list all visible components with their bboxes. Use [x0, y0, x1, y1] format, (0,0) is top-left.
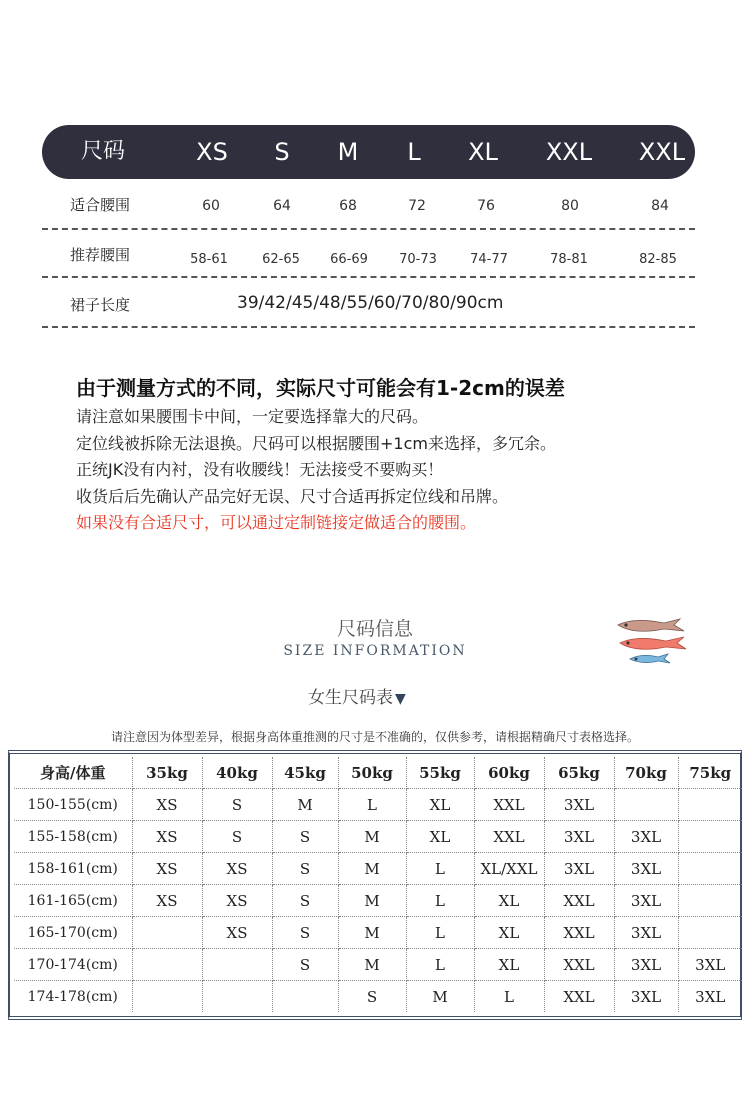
- note-line: 正统JK没有内衬，没有收腰线！无法接受不要购买！: [76, 460, 444, 479]
- size-cell: XXL: [544, 917, 614, 949]
- notes-title: 由于测量方式的不同，实际尺寸可能会有1-2cm的误差: [76, 376, 565, 400]
- size-cell: S: [202, 821, 272, 853]
- height-range-cell: 155-158(cm): [14, 821, 132, 853]
- size-cell: 3XL: [614, 821, 678, 853]
- size-cell: XL: [406, 789, 474, 821]
- size-cell: S: [202, 789, 272, 821]
- note-custom-link-hint: 如果没有合适尺寸，可以通过定制链接定做适合的腰围。: [76, 513, 477, 532]
- size-cell: M: [338, 949, 406, 981]
- size-header-bar: [42, 125, 695, 179]
- waist-recommended-value: 70-73: [399, 252, 437, 267]
- size-cell: S: [272, 821, 338, 853]
- size-table: [14, 757, 742, 1012]
- koi-fish-icon: [620, 637, 686, 649]
- dashed-divider: [42, 276, 695, 278]
- table-row: [14, 917, 742, 949]
- waist-recommended-value: 78-81: [550, 252, 588, 267]
- height-range-cell: 165-170(cm): [14, 917, 132, 949]
- koi-fish-icon: [614, 615, 694, 665]
- size-cell: L: [338, 789, 406, 821]
- height-weight-size-table: [8, 750, 742, 1020]
- size-xs: XS: [196, 138, 228, 166]
- size-cell: M: [338, 885, 406, 917]
- size-cell: XS: [202, 853, 272, 885]
- table-row: [14, 821, 742, 853]
- size-cell: XXL: [474, 789, 544, 821]
- size-cell: [202, 981, 272, 1013]
- size-cell: XS: [202, 885, 272, 917]
- koi-fish-icon: [618, 619, 684, 631]
- size-cell: 3XL: [614, 917, 678, 949]
- size-cell: M: [338, 821, 406, 853]
- table-header-cell: 60kg: [474, 757, 544, 789]
- waist-fit-value: 64: [273, 198, 291, 214]
- table-header-cell: 35kg: [132, 757, 202, 789]
- size-cell: XL: [474, 917, 544, 949]
- size-cell: [678, 853, 742, 885]
- size-cell: XS: [132, 789, 202, 821]
- size-cell: [132, 917, 202, 949]
- size-cell: XS: [132, 885, 202, 917]
- size-cell: L: [474, 981, 544, 1013]
- waist-fit-value: 68: [339, 198, 357, 214]
- size-cell: L: [406, 949, 474, 981]
- size-header-label: 尺码: [80, 139, 126, 164]
- size-cell: XS: [132, 821, 202, 853]
- size-cell: [678, 821, 742, 853]
- size-s: S: [274, 138, 290, 166]
- waist-recommended-label: 推荐腰围: [70, 246, 131, 264]
- size-cell: S: [272, 885, 338, 917]
- size-cell: XL: [474, 949, 544, 981]
- waist-fit-value: 80: [561, 198, 579, 214]
- size-cell: S: [272, 853, 338, 885]
- dashed-divider: [42, 326, 695, 328]
- size-cell: [202, 949, 272, 981]
- waist-recommended-value: 58-61: [190, 252, 228, 267]
- size-cell: M: [406, 981, 474, 1013]
- table-row: [14, 789, 742, 821]
- size-m: M: [337, 138, 359, 166]
- size-xxl-2: XXL: [638, 138, 686, 166]
- height-range-cell: 161-165(cm): [14, 885, 132, 917]
- skirt-length-value: 39/42/45/48/55/60/70/80/90cm: [237, 293, 504, 313]
- waist-fit-value: 76: [477, 198, 495, 214]
- chart-title-text: 女生尺码表: [308, 688, 393, 708]
- size-cell: 3XL: [614, 885, 678, 917]
- table-row: [14, 853, 742, 885]
- table-row: [14, 949, 742, 981]
- table-header-cell: 70kg: [614, 757, 678, 789]
- size-cell: XXL: [474, 821, 544, 853]
- size-cell: [132, 981, 202, 1013]
- size-cell: [678, 885, 742, 917]
- waist-recommended-value: 66-69: [330, 252, 368, 267]
- table-header-cell: 55kg: [406, 757, 474, 789]
- size-cell: M: [338, 853, 406, 885]
- size-cell: 3XL: [695, 987, 726, 1006]
- table-header-cell: 40kg: [202, 757, 272, 789]
- chart-title: [308, 683, 406, 708]
- waist-recommended-value: 82-85: [639, 252, 677, 267]
- size-cell: XXL: [544, 949, 614, 981]
- table-header-cell: 50kg: [338, 757, 406, 789]
- size-cell: M: [338, 917, 406, 949]
- size-cell: XS: [132, 853, 202, 885]
- dashed-divider: [42, 228, 695, 230]
- triangle-down-icon: ▼: [395, 691, 406, 707]
- table-header-cell: 身高/体重: [14, 757, 132, 789]
- waist-fit-label: 适合腰围: [70, 196, 131, 214]
- size-xl: XL: [468, 138, 498, 166]
- size-cell: [678, 789, 742, 821]
- size-disclaimer: 请注意因为体型差异，根据身高体重推测的尺寸是不准确的，仅供参考，请根据精确尺寸表格选择。: [110, 730, 639, 744]
- size-cell: [132, 949, 202, 981]
- size-cell: 3XL: [614, 981, 678, 1013]
- size-cell: XXL: [544, 885, 614, 917]
- height-range-cell: 170-174(cm): [14, 949, 132, 981]
- size-cell: S: [338, 981, 406, 1013]
- table-header-row: [14, 757, 742, 789]
- size-xxl: XXL: [545, 138, 593, 166]
- size-cell: 3XL: [614, 853, 678, 885]
- size-cell: S: [272, 949, 338, 981]
- waist-fit-value: 72: [408, 198, 426, 214]
- table-body: [14, 789, 742, 1013]
- size-cell: XL/XXL: [474, 853, 544, 885]
- size-cell: L: [406, 853, 474, 885]
- koi-fish-icon: [630, 654, 670, 663]
- height-range-cell: 174-178(cm): [14, 981, 132, 1013]
- size-cell: XL: [474, 885, 544, 917]
- note-line: 收货后后先确认产品完好无误、尺寸合适再拆定位线和吊牌。: [76, 487, 509, 506]
- size-cell: [272, 981, 338, 1013]
- size-cell: 3XL: [678, 949, 742, 981]
- size-cell: [614, 789, 678, 821]
- waist-fit-value: 60: [202, 198, 220, 214]
- size-cell: L: [406, 885, 474, 917]
- table-row: [14, 885, 742, 917]
- size-cell: M: [272, 789, 338, 821]
- height-range-cell: 158-161(cm): [14, 853, 132, 885]
- size-cell: XXL: [544, 981, 614, 1013]
- table-header-cell: 45kg: [272, 757, 338, 789]
- size-info-title-en: SIZE INFORMATION: [283, 643, 467, 659]
- waist-recommended-value: 62-65: [262, 252, 300, 267]
- size-cell: L: [406, 917, 474, 949]
- waist-recommended-value: 74-77: [470, 252, 508, 267]
- size-cell: S: [272, 917, 338, 949]
- size-cell: XL: [406, 821, 474, 853]
- waist-fit-value: 84: [651, 198, 669, 214]
- table-header-cell: 75kg: [678, 757, 742, 789]
- size-info-title-cn: 尺码信息: [336, 618, 413, 640]
- size-l: L: [407, 138, 421, 166]
- size-cell: 3XL: [544, 821, 614, 853]
- height-range-cell: 150-155(cm): [14, 789, 132, 821]
- note-line: 定位线被拆除无法退换。尺码可以根据腰围+1cm来选择，多冗余。: [76, 434, 556, 453]
- size-cell: XS: [202, 917, 272, 949]
- table-row: [14, 981, 742, 1013]
- note-line: 请注意如果腰围卡中间，一定要选择靠大的尺码。: [76, 407, 429, 426]
- skirt-length-label: 裙子长度: [70, 296, 131, 314]
- size-cell: 3XL: [614, 949, 678, 981]
- table-header-cell: 65kg: [544, 757, 614, 789]
- size-cell: 3XL: [544, 853, 614, 885]
- size-cell: 3XL: [544, 789, 614, 821]
- size-cell: [678, 917, 742, 949]
